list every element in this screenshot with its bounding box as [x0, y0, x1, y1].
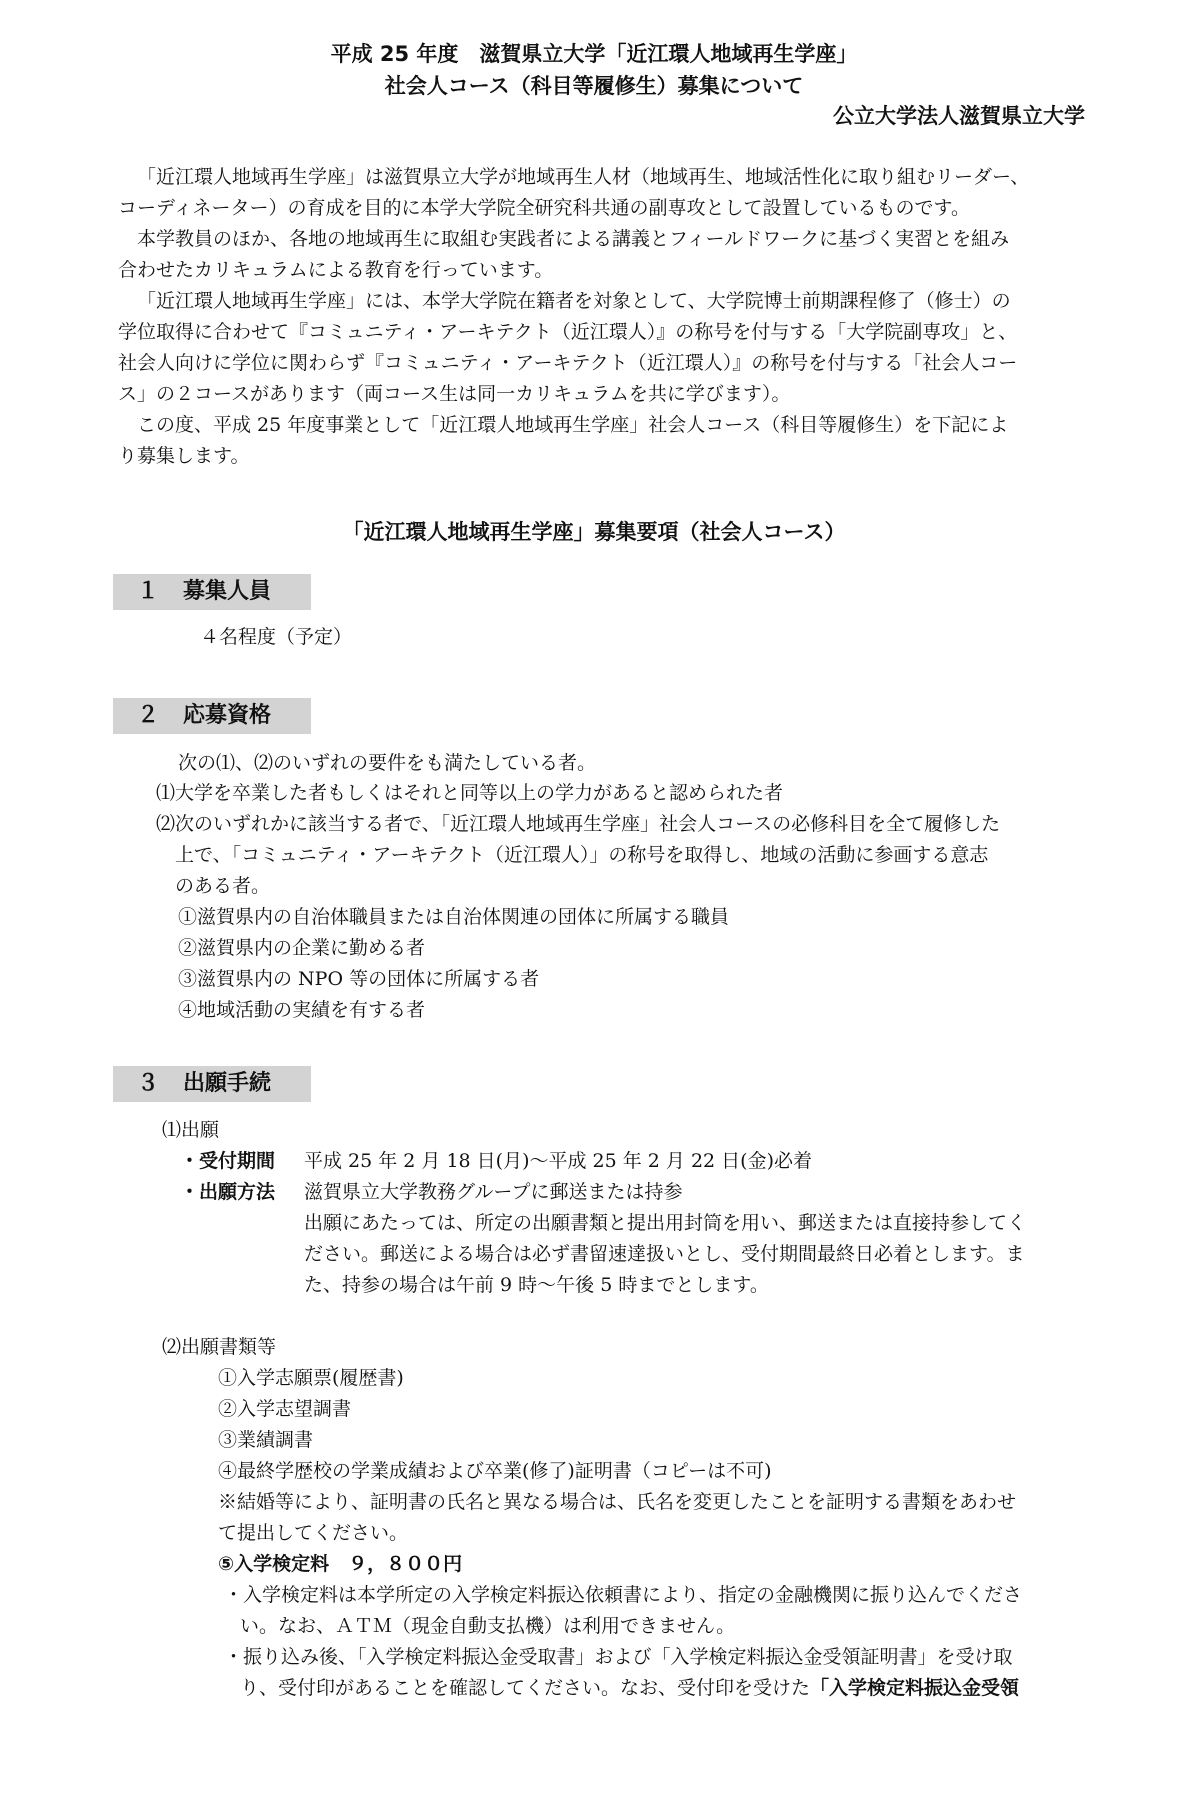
document-item-2: ②入学志望調書 [218, 1398, 352, 1420]
document-title-line1: 平成 25 年度 滋賀県立大学「近江環人地域再生学座」 [330, 42, 858, 66]
section-2-item2-line2: 上で、「コミュニティ・アーキテクト（近江環人）」の称号を取得し、地域の活動に参画する意志 [175, 844, 989, 866]
intro-p1-line2: コーディネーター）の育成を目的に本学大学院全研究科共通の副専攻として設置しているものです。 [118, 197, 970, 219]
organization-name: 公立大学法人滋賀県立大学 [833, 104, 1085, 128]
section-1-header [113, 574, 311, 610]
fee-note2-line2-bold: 「入学検定料振込金受領 [810, 1677, 1020, 1699]
section-1-number: １ [136, 579, 159, 604]
recruitment-heading: 「近江環人地域再生学座」募集要項（社会人コース） [342, 520, 846, 544]
period-value: 平成 25 年 2 月 18 日(月)～平成 25 年 2 月 22 日(金)必着 [304, 1150, 813, 1172]
method-line2: 出願にあたっては、所定の出願書類と提出用封筒を用い、郵送または直接持参してく [304, 1212, 1027, 1234]
section-1-title: 募集人員 [183, 579, 272, 604]
intro-p1-line1: 「近江環人地域再生学座」は滋賀県立大学が地域再生人材（地域再生、地域活性化に取り組むリーダー、 [137, 166, 1030, 188]
document-note-line2: て提出してください。 [218, 1522, 409, 1544]
intro-p4-line1: この度、平成 25 年度事業として「近江環人地域再生学座」社会人コース（科目等履修生）を下記によ [137, 414, 1009, 436]
section-3-number: ３ [136, 1071, 159, 1096]
intro-text [118, 162, 1080, 472]
section-3-sub2-title: ⑵出願書類等 [162, 1336, 277, 1358]
section-2-number: ２ [136, 703, 159, 728]
section-2-sub1: ①滋賀県内の自治体職員または自治体関連の団体に所属する職員 [178, 906, 730, 928]
document-item-4: ④最終学歴校の学業成績および卒業(修了)証明書（コピーは不可) [218, 1460, 772, 1482]
section-2-header [113, 698, 311, 734]
section-3-sub1-title: ⑴出願 [162, 1119, 220, 1141]
section-2-sub3: ③滋賀県内の NPO 等の団体に所属する者 [178, 968, 540, 990]
section-2-sub4: ④地域活動の実績を有する者 [178, 999, 426, 1021]
intro-p3-line2: 学位取得に合わせて『コミュニティ・アーキテクト（近江環人）』の称号を付与する「大学院副専攻」と、 [118, 321, 1018, 343]
document-item-1: ①入学志願票(履歴書) [218, 1367, 404, 1389]
method-line4: た、持参の場合は午前 9 時～午後 5 時までとします。 [304, 1274, 769, 1296]
period-label: ・受付期間 [180, 1150, 276, 1172]
section-2-lead: 次の⑴、⑵のいずれの要件をも満たしている者。 [178, 752, 597, 774]
section-2-item2-line3: のある者。 [175, 875, 271, 897]
section-2-item2-line1: ⑵次のいずれかに該当する者で、「近江環人地域再生学座」社会人コースの必修科目を全て履修した [156, 813, 1001, 835]
method-label: ・出願方法 [180, 1181, 276, 1203]
method-line3: ださい。郵送による場合は必ず書留速達扱いとし、受付期間最終日必着とします。ま [304, 1243, 1025, 1265]
intro-p2-line2: 合わせたカリキュラムによる教育を行っています。 [118, 259, 554, 281]
section-3-title: 出願手続 [183, 1071, 272, 1096]
document-item-3: ③業績調書 [218, 1429, 314, 1451]
method-line1: 滋賀県立大学教務グループに郵送または持参 [304, 1181, 683, 1203]
document-note-line1: ※結婚等により、証明書の氏名と異なる場合は、氏名を変更したことを証明する書類をあわせ [218, 1491, 1017, 1513]
fee-note2-line1: ・振り込み後、「入学検定料振込金受取書」および「入学検定料振込金受領証明書」を受け取 [224, 1646, 1013, 1668]
intro-p3-line3: 社会人向けに学位に関わらず『コミュニティ・アーキテクト（近江環人）』の称号を付与する「社会人コー [118, 352, 1018, 374]
intro-p4-line2: り募集します。 [118, 445, 250, 467]
fee-note2-line2-text: り、受付印があることを確認してください。なお、受付印を受けた [240, 1677, 811, 1699]
document-title-line2: 社会人コース（科目等履修生）募集について [384, 74, 804, 98]
intro-p2-line1: 本学教員のほか、各地の地域再生に取組む実践者による講義とフィールドワークに基づく実習とを組み [137, 228, 1010, 250]
section-2-title: 応募資格 [183, 703, 272, 728]
section-2-sub2: ②滋賀県内の企業に勤める者 [178, 937, 426, 959]
fee-note1-line2: い。なお、ＡＴＭ（現金自動支払機）は利用できません。 [240, 1615, 736, 1637]
intro-p3-line4: ス」の２コースがあります（両コース生は同一カリキュラムを共に学びます）。 [118, 383, 791, 405]
document-item-5-fee: ⑤入学検定料 ９，８００円 [218, 1553, 463, 1575]
intro-p3-line1: 「近江環人地域再生学座」には、本学大学院在籍者を対象として、大学院博士前期課程修了（修士）の [137, 290, 1011, 312]
section-3-header [113, 1066, 311, 1102]
fee-note2-line2 [240, 1673, 1019, 1704]
section-1-body: ４名程度（予定） [200, 626, 353, 648]
fee-note1-line1: ・入学検定料は本学所定の入学検定料振込依頼書により、指定の金融機関に振り込んでくださ [224, 1584, 1023, 1606]
section-2-item1: ⑴大学を卒業した者もしくはそれと同等以上の学力があると認められた者 [156, 782, 784, 804]
